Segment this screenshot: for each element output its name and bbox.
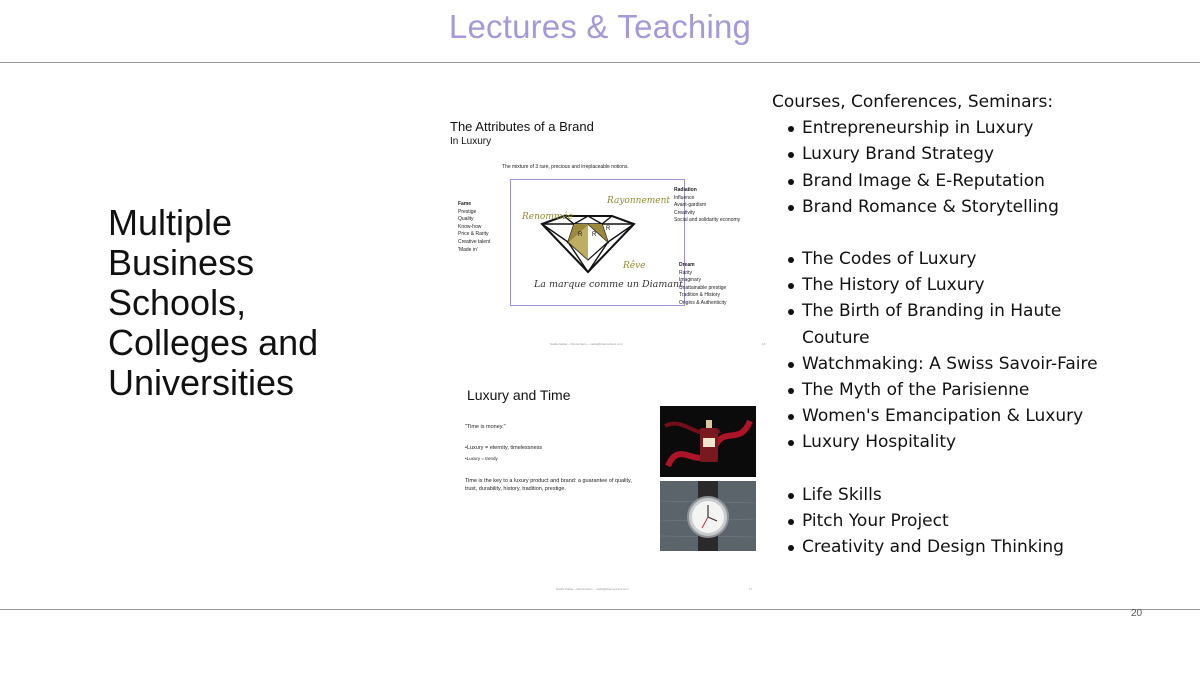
list-item: Brand Romance & Storytelling xyxy=(772,194,1102,220)
slide-page-number: 17 xyxy=(749,587,753,591)
slide-text-line: trust, durability, history, tradition, prestige. xyxy=(465,486,566,492)
top-divider xyxy=(0,62,1200,63)
list-item: Watchmaking: A Swiss Savoir-Faire xyxy=(772,351,1102,377)
diamond-letter: R xyxy=(578,232,583,238)
list-item: Luxury Hospitality xyxy=(772,429,1102,455)
list-item: Quality xyxy=(458,216,474,223)
slide-thumbnail-luxury-time xyxy=(442,372,768,597)
list-item: The Birth of Branding in Haute Couture xyxy=(772,298,1102,350)
list-item: Avant-gardism xyxy=(674,202,707,209)
slide-thumbnail-brand-attributes xyxy=(442,110,768,350)
slide-subtitle: In Luxury xyxy=(450,136,492,147)
list-item: Price & Rarity xyxy=(458,231,489,238)
list-spacer xyxy=(772,220,1102,246)
list-spacer xyxy=(772,456,1102,482)
slide-footer: Nadia Gallas – Diamonbers – nadia@diamonbers.com xyxy=(550,342,623,346)
slide-text-line: Time is the key to a luxury product and brand: a guarantee of quality, xyxy=(465,478,632,484)
list-item: Influence xyxy=(674,194,695,201)
watch-image xyxy=(660,481,756,551)
page-title: Lectures & Teaching xyxy=(448,8,752,45)
list-item: Origins & Authenticity xyxy=(679,299,727,306)
reve-label: Rêve xyxy=(623,261,646,271)
list-item: Social and solidarity economy xyxy=(674,217,741,224)
slide-footer: Nadia Gallas – Diamonbers – nadia@diamonbers.com xyxy=(556,587,629,591)
list-item: Know-how xyxy=(458,223,482,230)
renommee-label: Renommée xyxy=(522,212,574,222)
dream-list xyxy=(679,262,727,308)
list-item: Creative talent xyxy=(458,238,491,245)
slide-text-line: •Luxury = eternity, timelessness xyxy=(465,445,543,451)
diamond-letter: R xyxy=(592,232,597,238)
list-item: Unattainable prestige xyxy=(679,284,727,291)
slide-text-line: "Time is money." xyxy=(465,424,506,430)
rayonnement-label: Rayonnement xyxy=(607,196,671,206)
slide-text-line: •Luxury = trendy xyxy=(465,456,498,461)
slide-title: The Attributes of a Brand xyxy=(450,119,594,134)
page-number: 20 xyxy=(1131,608,1143,619)
courses-section xyxy=(772,89,1172,560)
course-list xyxy=(772,115,1172,560)
list-item: Imaginary xyxy=(679,277,701,284)
fame-heading: Fame xyxy=(458,201,472,207)
list-item: Luxury Brand Strategy xyxy=(772,141,1102,167)
list-item: Pitch Your Project xyxy=(772,508,1102,534)
list-item: Entrepreneurship in Luxury xyxy=(772,115,1102,141)
list-item: The Myth of the Parisienne xyxy=(772,377,1102,403)
list-item: Creativity xyxy=(674,209,695,216)
radiation-list xyxy=(674,187,740,225)
list-item: Creativity and Design Thinking xyxy=(772,534,1102,560)
list-item: Rarity xyxy=(679,269,693,276)
list-item: Women's Emancipation & Luxury xyxy=(772,403,1102,429)
radiation-heading: Radiation xyxy=(674,187,697,193)
diamond-caption: La marque comme un Diamant xyxy=(534,279,683,290)
list-item: 'Made in' xyxy=(458,246,478,253)
list-item: The Codes of Luxury xyxy=(772,246,1102,272)
list-item: Brand Image & E-Reputation xyxy=(772,168,1102,194)
slide-tagline: The mixture of 3 rare, precious and irreplaceable notions. xyxy=(502,164,629,170)
slide-page-number: 16 xyxy=(762,342,766,346)
bottom-divider xyxy=(0,609,1200,610)
diamond-letter: R xyxy=(606,226,611,232)
courses-heading: Courses, Conferences, Seminars: xyxy=(772,92,1054,112)
list-item: The History of Luxury xyxy=(772,272,1102,298)
slide-title: Luxury and Time xyxy=(467,387,571,403)
list-item: Prestige xyxy=(458,208,477,215)
dream-heading: Dream xyxy=(679,262,695,268)
perfume-bottle-image xyxy=(660,406,756,477)
list-item: Tradition & History xyxy=(679,292,720,299)
list-item: Life Skills xyxy=(772,482,1102,508)
fame-list xyxy=(458,201,490,254)
headline: Multiple Business Schools, Colleges and Universities xyxy=(108,202,319,403)
